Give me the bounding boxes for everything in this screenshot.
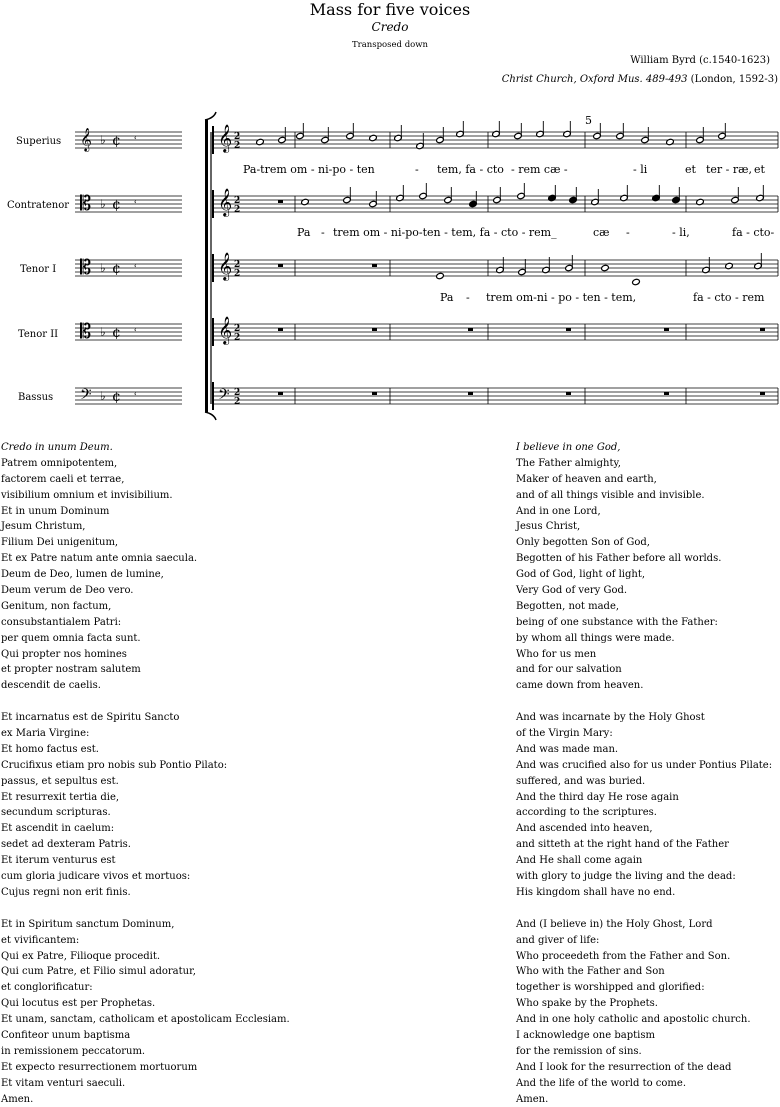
clef-icon: 𝄡 (80, 191, 92, 215)
staff-name-superius: Superius (16, 136, 62, 147)
latin-line: Et homo factus est. (1, 743, 99, 755)
latin-line: passus, et sepultus est. (1, 775, 119, 787)
lyric: fa - cto- (732, 226, 775, 239)
latin-line: Deum verum de Deo vero. (1, 585, 134, 597)
composer-credit: William Byrd (c.1540-1623) (630, 55, 770, 66)
latin-line: Et iterum venturus est (1, 855, 116, 867)
english-line: and giver of life: (516, 934, 600, 946)
clef-icon: 𝄞 (218, 124, 233, 152)
time-signature-top: 2 (234, 132, 241, 142)
time-signature-bottom: 2 (234, 205, 241, 215)
staff-bracket (212, 126, 214, 154)
page-subsubtitle: Transposed down (351, 40, 429, 50)
english-line: came down from heaven. (516, 680, 644, 692)
clef-icon: 𝄢 (80, 386, 92, 407)
english-line: And was made man. (516, 743, 619, 755)
clef-icon: 𝄞 (218, 316, 233, 344)
english-line: Maker of heaven and earth, (516, 473, 657, 485)
rest-icon: ʿ (134, 200, 138, 211)
whole-rest (372, 328, 377, 331)
page-subtitle: Credo (371, 20, 409, 34)
english-line: being of one substance with the Father: (516, 616, 718, 628)
lyric: - rem cæ - (511, 163, 568, 176)
source-date: (London, 1592-3) (690, 74, 778, 85)
flat-icon: ♭ (100, 261, 106, 275)
note-head (301, 198, 310, 205)
latin-line (1, 694, 290, 710)
staff-bracket (212, 318, 214, 346)
latin-line: Qui cum Patre, et Filio simul adoratur, (1, 966, 196, 978)
page-title: Mass for five voices (309, 0, 471, 19)
latin-line: visibilium omnium et invisibilium. (1, 489, 173, 501)
latin-line: per quem omnia facta sunt. (1, 632, 141, 644)
latin-line: Qui locutus est per Prophetas. (1, 998, 156, 1010)
source-name: Christ Church, Oxford Mus. 489-493 (501, 74, 688, 85)
latin-line: Genitum, non factum, (1, 600, 112, 612)
english-line: God of God, light of light, (516, 569, 646, 581)
english-line: The Father almighty, (516, 457, 621, 469)
lyric: trem om-ni - po - ten - tem, (486, 291, 637, 304)
lyric: trem om - ni-po-ten - tem, fa - cto - rem_ (333, 226, 557, 239)
time-signature-bottom: 2 (234, 141, 241, 151)
latin-line: Cujus regni non erit finis. (1, 886, 131, 898)
lyric: Pa (297, 226, 311, 239)
staff-name-tenor-1: Tenor I (20, 264, 57, 275)
time-signature-bottom: 2 (234, 397, 241, 407)
english-line: And was crucified also for us under Pontius Pilate: (516, 759, 773, 771)
english-line: Who for us men (516, 648, 597, 660)
whole-rest (278, 264, 283, 267)
latin-line: Et in Spiritum sanctum Dominum, (1, 918, 175, 930)
whole-rest (278, 392, 283, 395)
latin-line: et vivificantem: (1, 934, 80, 946)
flat-icon: ♭ (100, 325, 106, 339)
latin-line: Et ascendit in caelum: (1, 823, 115, 835)
lyric: - (321, 226, 325, 239)
english-line: Only begotten Son of God, (516, 537, 650, 549)
staff-bracket (212, 190, 214, 218)
time-signature-top: 2 (234, 196, 241, 206)
english-line: And He shall come again (516, 855, 643, 867)
english-text (516, 440, 772, 1107)
mensuration-icon: ¢ (112, 389, 121, 405)
lyric: - li (633, 163, 648, 176)
english-line: Who with the Father and Son (516, 966, 665, 978)
rest-icon: ʿ (134, 392, 138, 403)
lyric: - li, (672, 226, 690, 239)
latin-line: Amen. (1, 1093, 34, 1105)
note-head (725, 262, 734, 269)
english-line: and for our salvation (516, 664, 622, 676)
lyric: ter - ræ, (706, 163, 752, 176)
latin-text (1, 440, 290, 1107)
lyric: - (415, 163, 419, 176)
english-line: His kingdom shall have no end. (516, 886, 676, 898)
lyric: cæ (593, 226, 610, 239)
rest-icon: ʿ (134, 328, 138, 339)
whole-rest (278, 200, 283, 203)
english-line: suffered, and was buried. (516, 775, 646, 787)
whole-rest (566, 392, 571, 395)
english-line: And the third day He rose again (516, 791, 679, 803)
lyric: tem, fa - cto (437, 163, 504, 176)
latin-line: factorem caeli et terrae, (1, 473, 125, 485)
whole-rest (468, 392, 473, 395)
note-head (696, 198, 705, 205)
english-line: And ascended into heaven, (516, 823, 653, 835)
latin-line: consubstantialem Patri: (1, 616, 122, 628)
latin-line: Et ex Patre natum ante omnia saecula. (1, 553, 198, 565)
latin-line: descendit de caelis. (1, 680, 101, 692)
english-line: I acknowledge one baptism (516, 1029, 655, 1041)
clef-icon: 𝄞 (218, 188, 233, 216)
latin-line: Et resurrexit tertia die, (1, 791, 120, 803)
latin-line: Deum de Deo, lumen de lumine, (1, 569, 164, 581)
flat-icon: ♭ (100, 133, 106, 147)
latin-line: et conglorificatur: (1, 982, 93, 994)
time-signature-top: 2 (234, 260, 241, 270)
rest-icon: ʿ (134, 264, 138, 275)
latin-line: ex Maria Virgine: (1, 728, 90, 740)
english-line: of the Virgin Mary: (516, 728, 613, 740)
latin-line: Et incarnatus est de Spiritu Sancto (1, 712, 180, 724)
note-head (256, 138, 265, 145)
latin-line: Et vitam venturi saeculi. (1, 1077, 126, 1089)
whole-rest (372, 392, 377, 395)
latin-line: cum gloria judicare vivos et mortuos: (1, 871, 191, 883)
lyric: - (466, 291, 470, 304)
english-line: Begotten, not made, (516, 600, 620, 612)
latin-line: Confiteor unum baptisma (1, 1029, 131, 1041)
latin-line: Jesum Christum, (1, 521, 86, 533)
whole-rest (664, 328, 669, 331)
latin-line (1, 901, 290, 917)
latin-line: Crucifixus etiam pro nobis sub Pontio Pilato: (1, 759, 228, 771)
english-line: And the life of the world to come. (516, 1077, 687, 1089)
time-signature-top: 2 (234, 388, 241, 398)
music-score (0, 0, 780, 440)
english-line: by whom all things were made. (516, 632, 675, 644)
whole-rest (760, 392, 765, 395)
whole-rest (278, 328, 283, 331)
staff-name-contratenor: Contratenor (7, 200, 70, 211)
lyric: Pa-trem om - ni-po - ten (243, 163, 375, 176)
english-line: And in one Lord, (516, 505, 601, 517)
latin-line: Et unam, sanctam, catholicam et apostolicam Ecclesiam. (1, 1014, 290, 1026)
lyric: fa - cto - rem (693, 291, 765, 304)
english-line: together is worshipped and glorified: (516, 982, 705, 994)
whole-rest (760, 328, 765, 331)
staff-bracket (212, 382, 214, 410)
clef-icon: 𝄞 (80, 127, 92, 151)
english-line: Amen. (516, 1093, 549, 1105)
english-line: with glory to judge the living and the dead: (516, 871, 736, 883)
latin-line: Qui propter nos homines (1, 648, 127, 660)
whole-rest (664, 392, 669, 395)
latin-line: sedet ad dexteram Patris. (1, 839, 131, 851)
latin-line: et propter nostram salutem (1, 664, 141, 676)
time-signature-bottom: 2 (234, 333, 241, 343)
time-signature-bottom: 2 (234, 269, 241, 279)
english-line (516, 694, 772, 710)
latin-line: Et expecto resurrectionem mortuorum (1, 1061, 198, 1073)
english-line: Begotten of his Father before all worlds. (516, 553, 722, 565)
english-line: Jesus Christ, (516, 521, 581, 533)
lyric: Pa (440, 291, 454, 304)
latin-line: Filium Dei unigenitum, (1, 537, 119, 549)
flat-icon: ♭ (100, 389, 106, 403)
whole-rest (468, 328, 473, 331)
english-line: according to the scriptures. (516, 807, 657, 819)
note-head (369, 134, 378, 141)
whole-rest (372, 264, 377, 267)
english-line: I believe in one God, (516, 442, 621, 453)
staff-name-tenor-2: Tenor II (18, 329, 59, 340)
clef-icon: 𝄞 (218, 252, 233, 280)
mensuration-icon: ¢ (112, 197, 121, 213)
staff-name-bassus: Bassus (18, 392, 54, 403)
latin-line: Et in unum Dominum (1, 505, 110, 517)
system-bracket (205, 120, 208, 412)
whole-rest (566, 328, 571, 331)
english-line (516, 901, 772, 917)
latin-line: Qui ex Patre, Filioque procedit. (1, 950, 161, 962)
english-line: Who spake by the Prophets. (516, 998, 658, 1010)
note-head (601, 264, 610, 271)
clef-icon: 𝄡 (80, 255, 92, 279)
flat-icon: ♭ (100, 197, 106, 211)
english-line: And was incarnate by the Holy Ghost (516, 712, 705, 724)
english-line: Who proceedeth from the Father and Son. (516, 950, 731, 962)
english-line: for the remission of sins. (516, 1045, 642, 1057)
measure-number: 5 (585, 114, 592, 127)
latin-line: secundum scripturas. (1, 807, 111, 819)
note-head (666, 138, 675, 145)
note-head (632, 278, 641, 285)
english-line: And I look for the resurrection of the dead (516, 1061, 732, 1073)
clef-icon: 𝄡 (80, 319, 92, 343)
english-line: Very God of very God. (516, 585, 628, 597)
english-line: And (I believe in) the Holy Ghost, Lord (516, 918, 713, 930)
clef-icon: 𝄢 (218, 386, 230, 407)
staff-bracket (212, 254, 214, 282)
latin-line: Credo in unum Deum. (1, 442, 113, 453)
rest-icon: ʿ (134, 136, 138, 147)
lyric: - (626, 226, 630, 239)
english-line: And in one holy catholic and apostolic church. (516, 1014, 751, 1026)
time-signature-top: 2 (234, 324, 241, 334)
lyric: et (754, 163, 765, 176)
mensuration-icon: ¢ (112, 325, 121, 341)
mensuration-icon: ¢ (112, 261, 121, 277)
lyric: et (685, 163, 696, 176)
mensuration-icon: ¢ (112, 133, 121, 149)
latin-line: in remissionem peccatorum. (1, 1045, 146, 1057)
english-line: and sitteth at the right hand of the Father (516, 839, 729, 851)
english-line: and of all things visible and invisible. (516, 489, 705, 501)
latin-line: Patrem omnipotentem, (1, 457, 118, 469)
note-head (436, 272, 445, 279)
